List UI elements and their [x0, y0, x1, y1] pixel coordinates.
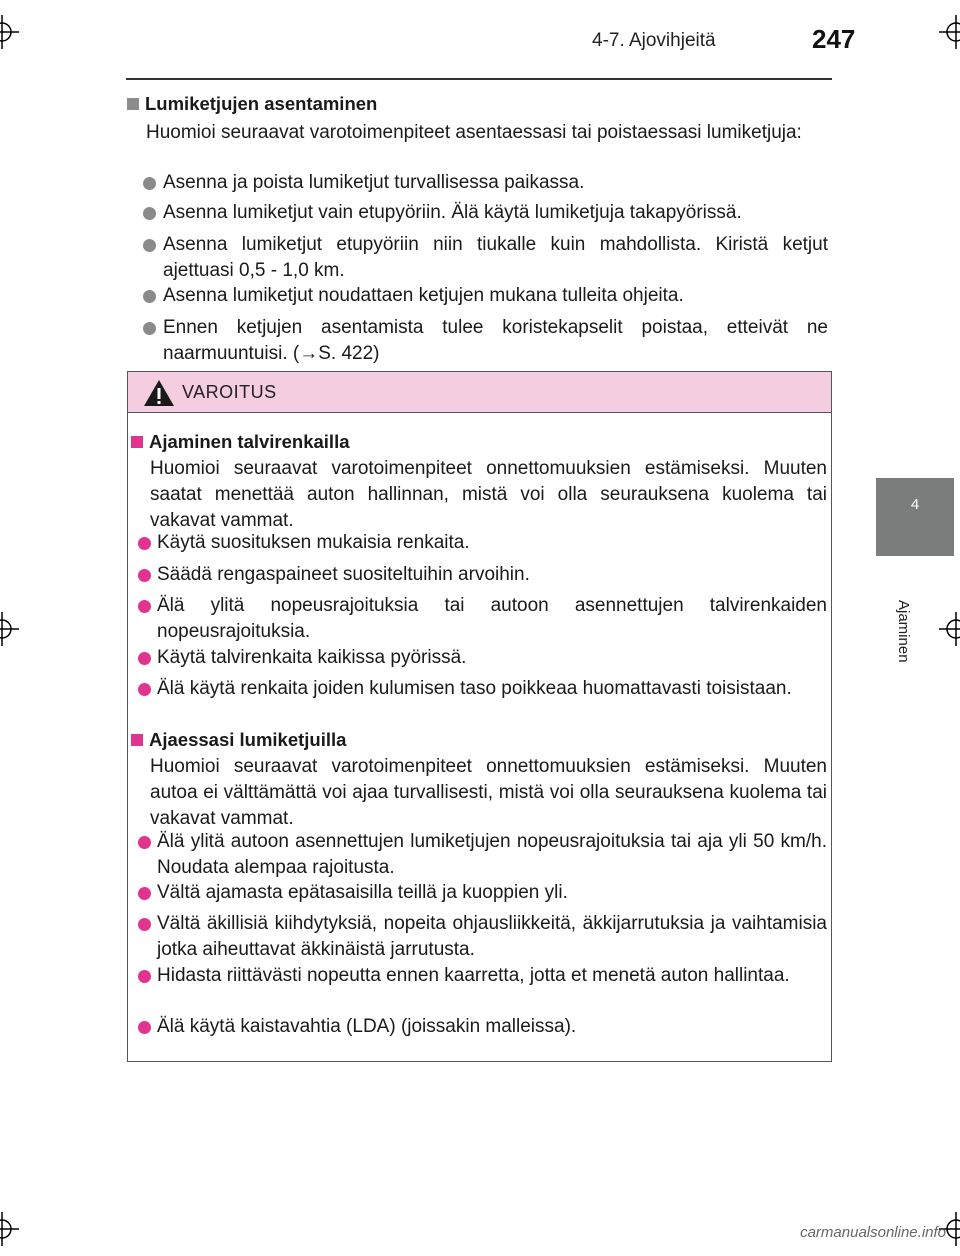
list-item: Käytä talvirenkaita kaikissa pyörissä. — [157, 647, 467, 668]
chapter-label: Ajaminen — [895, 600, 912, 663]
bullet-icon — [138, 918, 151, 931]
bullet-icon — [143, 177, 156, 190]
list-item: Vältä ajamasta epätasaisilla teillä ja kuoppien yli. — [157, 882, 568, 903]
section-title: 4-7. Ajovihjeitä — [592, 30, 716, 51]
bullet-icon — [143, 207, 156, 220]
list-item: Asenna ja poista lumiketjut turvallisessa paikassa. — [163, 172, 585, 193]
registration-mark-icon — [939, 15, 960, 49]
list-item: Älä ylitä nopeusrajoituksia tai autoon asennettujen talvirenkaiden nopeusrajoituksia. — [157, 595, 827, 642]
list-item: Asenna lumiketjut vain etupyöriin. Älä käytä lumiketjuja takapyörissä. — [163, 202, 742, 223]
bullet-icon — [138, 683, 151, 696]
warning-section-intro: Huomioi seuraavat varotoimenpiteet onnettomuuksien estämiseksi. Muuten saatat menettää auton hallinnan, mistä voi olla seurauksena kuolema tai vakavat vammat. — [150, 458, 827, 531]
bullet-icon — [138, 569, 151, 582]
list-item: Ennen ketjujen asentamista tulee koristekapselit poistaa, etteivät ne naarmuuntuisi. (→S. 422) — [163, 317, 828, 364]
header-divider — [126, 78, 832, 80]
square-bullet-icon — [131, 436, 143, 448]
section-intro: Huomioi seuraavat varotoimenpiteet asentaessasi tai poistaessasi lumiketjuja: — [146, 122, 802, 143]
warning-triangle-icon — [142, 378, 176, 408]
chapter-number: 4 — [910, 496, 920, 513]
list-item: Vältä äkillisiä kiihdytyksiä, nopeita ohjausliikkeitä, äkkijarrutuksia ja vaihtamisia jotka aiheuttavat äkkinäistä jarrutusta. — [157, 913, 827, 960]
warning-section-heading: Ajaessasi lumiketjuilla — [131, 728, 346, 752]
bullet-icon — [143, 239, 156, 252]
section-heading: Lumiketjujen asentaminen — [127, 92, 377, 116]
list-item: Käytä suosituksen mukaisia renkaita. — [157, 532, 470, 553]
list-item: Älä käytä renkaita joiden kulumisen taso poikkeaa huomattavasti toisistaan. — [157, 678, 792, 699]
bullet-icon — [138, 600, 151, 613]
list-item: Asenna lumiketjut noudattaen ketjujen mukana tulleita ohjeita. — [163, 285, 684, 306]
warning-section-heading: Ajaminen talvirenkailla — [131, 430, 350, 454]
registration-mark-icon — [939, 612, 960, 646]
chapter-tab — [876, 478, 954, 556]
bullet-icon — [143, 322, 156, 335]
list-item: Hidasta riittävästi nopeutta ennen kaarretta, jotta et menetä auton hallintaa. — [157, 965, 790, 986]
warning-title: VAROITUS — [182, 382, 277, 402]
list-item: Asenna lumiketjut etupyöriin niin tiukalle kuin mahdollista. Kiristä ketjut ajettuasi 0,5 - 1,0 km. — [163, 234, 828, 281]
site-watermark: carmanualsonline.info — [800, 1224, 946, 1241]
square-bullet-icon — [127, 98, 139, 110]
bullet-icon — [138, 537, 151, 550]
registration-mark-icon — [0, 1212, 19, 1246]
page-number: 247 — [812, 24, 856, 54]
bullet-icon — [138, 836, 151, 849]
registration-mark-icon — [0, 612, 19, 646]
warning-section-intro: Huomioi seuraavat varotoimenpiteet onnettomuuksien estämiseksi. Muuten autoa ei välttämättä voi ajaa turvallisesti, mistä voi olla seurauksena kuolema tai vakavat vammat. — [150, 756, 827, 829]
bullet-icon — [138, 887, 151, 900]
bullet-icon — [143, 290, 156, 303]
list-item: Älä ylitä autoon asennettujen lumiketjujen nopeusrajoituksia tai aja yli 50 km/h. Noudata alempaa rajoitusta. — [157, 831, 827, 878]
bullet-icon — [138, 970, 151, 983]
registration-mark-icon — [0, 15, 19, 49]
list-item: Säädä rengaspaineet suositeltuihin arvoihin. — [157, 564, 530, 585]
bullet-icon — [138, 1021, 151, 1034]
square-bullet-icon — [131, 734, 143, 746]
bullet-icon — [138, 652, 151, 665]
list-item: Älä käytä kaistavahtia (LDA) (joissakin malleissa). — [157, 1016, 577, 1037]
